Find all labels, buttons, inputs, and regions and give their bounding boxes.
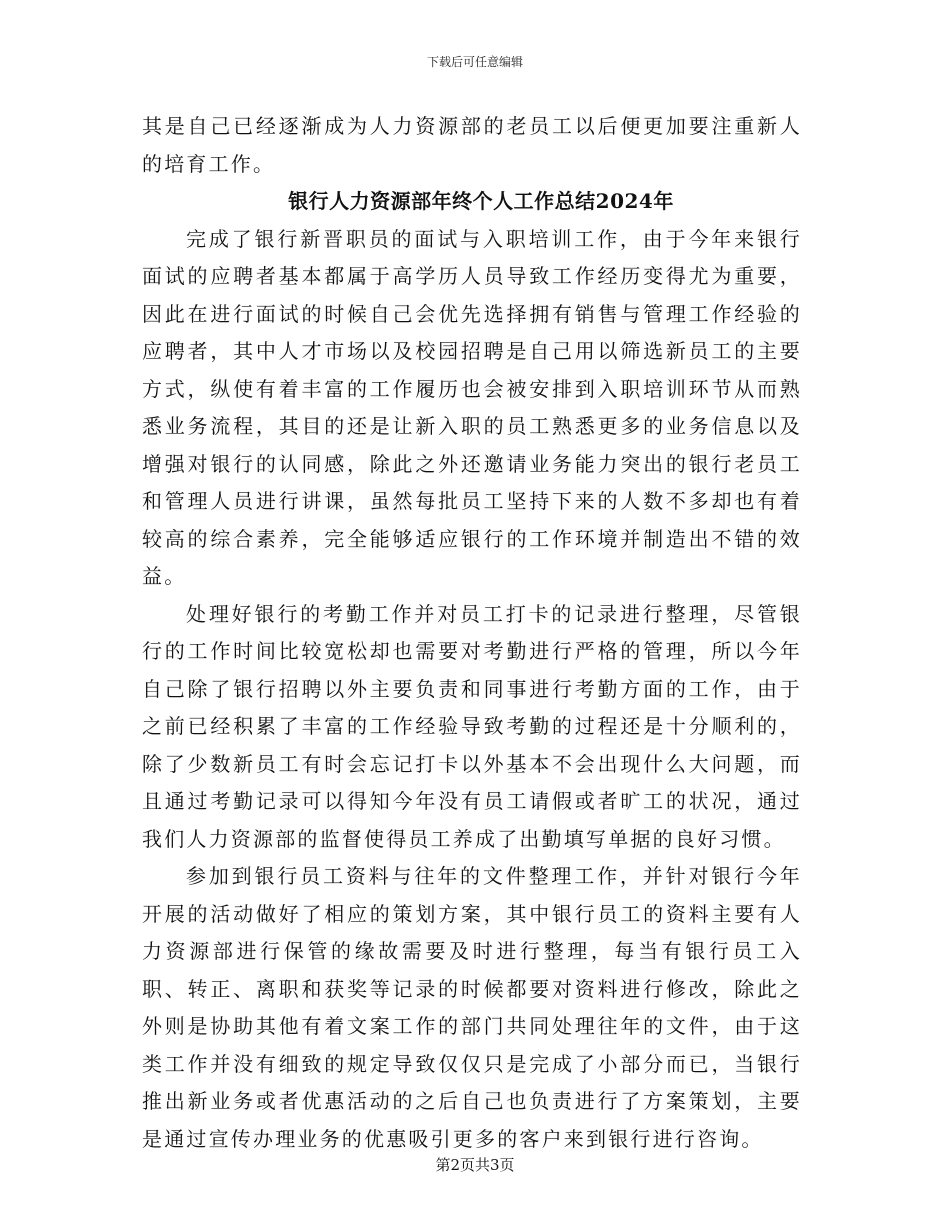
- paragraph-1: 完成了银行新晋职员的面试与入职培训工作，由于今年来银行面试的应聘者基本都属于高学历人员导致工作经历变得尤为重要，因此在进行面试的时候自己会优先选择拥有销售与管理工作经验的应聘者，其中人才市场以及校园招聘是自己用以筛选新员工的主要方式，纵使有着丰富的工作履历也会被安排到入职培训环节从而熟悉业务流程，其目的还是让新入职的员工熟悉更多的业务信息以及增强对银行的认同感，除此之外还邀请业务能力突出的银行老员工和管理人员进行讲课，虽然每批员工坚持下来的人数不多却也有着较高的综合素养，完全能够适应银行的工作环境并制造出不错的效益。: [142, 226, 802, 588]
- paragraph-2: 处理好银行的考勤工作并对员工打卡的记录进行整理，尽管银行的工作时间比较宽松却也需要对考勤进行严格的管理，所以今年自己除了银行招聘以外主要负责和同事进行考勤方面的工作，由于之前已经积累了丰富的工作经验导致考勤的过程还是十分顺利的，除了少数新员工有时会忘记打卡以外基本不会出现什么大问题，而且通过考勤记录可以得知今年没有员工请假或者旷工的状况，通过我们人力资源部的监督使得员工养成了出勤填写单据的良好习惯。: [142, 601, 802, 851]
- document-body: [142, 108, 802, 1158]
- continuation-paragraph: 其是自己已经逐渐成为人力资源部的老员工以后便更加要注重新人的培育工作。: [142, 114, 802, 176]
- page-header: 下载后可任意编辑: [426, 55, 523, 69]
- page-footer: 第2页共3页: [435, 1156, 515, 1174]
- paragraph-3: 参加到银行员工资料与往年的文件整理工作，并针对银行今年开展的活动做好了相应的策划方案，其中银行员工的资料主要有人力资源部进行保管的缘故需要及时进行整理，每当有银行员工入职、转正、离职和获奖等记录的时候都要对资料进行修改，除此之外则是协助其他有着文案工作的部门共同处理往年的文件，由于这类工作并没有细致的规定导致仅仅只是完成了小部分而已，当银行推出新业务或者优惠活动的之后自己也负责进行了方案策划，主要是通过宣传办理业务的优惠吸引更多的客户来到银行进行咨询。: [142, 864, 802, 1151]
- section-title: 银行人力资源部年终个人工作总结2024年: [288, 189, 674, 213]
